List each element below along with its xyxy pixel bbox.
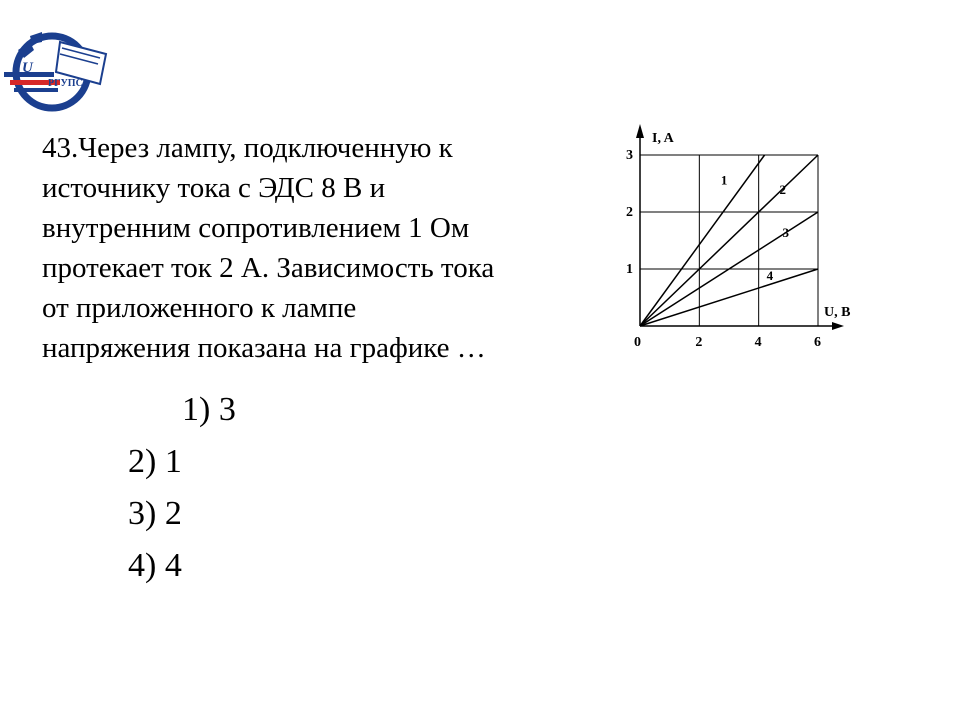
iv-chart [610, 118, 870, 363]
y-tick-label: 3 [626, 148, 633, 163]
answer-option[interactable]: 2) 1 [128, 443, 182, 480]
question-line: 43.Через лампу, подключенную к [42, 132, 453, 164]
series-label-1: 1 [720, 172, 728, 188]
y-tick-label: 1 [626, 262, 633, 277]
series-label-4: 4 [766, 268, 774, 284]
series-line-4 [640, 269, 818, 326]
series-label-3: 3 [782, 224, 789, 240]
question-line: от приложенного к лампе [42, 292, 357, 324]
y-axis-label: I, A [652, 131, 674, 146]
x-axis-arrow [832, 322, 844, 330]
x-tick-label: 4 [754, 335, 762, 350]
series-label-2: 2 [779, 181, 786, 197]
x-tick-label: 6 [814, 335, 821, 350]
question-text [42, 128, 582, 368]
answer-option[interactable]: 4) 4 [128, 547, 182, 584]
rgups-logo [0, 20, 112, 112]
question-line: источнику тока с ЭДС 8 В и [42, 172, 386, 204]
question-line: напряжения показана на графике … [42, 332, 486, 364]
question-line: внутренним сопротивлением 1 Ом [42, 212, 470, 244]
answer-option[interactable]: 1) 3 [182, 391, 236, 428]
y-tick-label: 2 [626, 205, 633, 220]
logo-letter: U [22, 60, 33, 76]
y-axis-arrow [636, 124, 644, 138]
question-line: протекает ток 2 А. Зависимость тока [42, 252, 495, 284]
logo-gear-tooth [30, 32, 42, 44]
series-line-1 [640, 155, 765, 326]
x-tick-label: 2 [695, 335, 703, 350]
x-axis-label: U, B [824, 305, 851, 320]
logo-text: РГУПС [48, 78, 83, 89]
origin-label: 0 [634, 335, 641, 350]
answer-option[interactable]: 3) 2 [128, 495, 182, 532]
series-line-2 [640, 155, 818, 326]
